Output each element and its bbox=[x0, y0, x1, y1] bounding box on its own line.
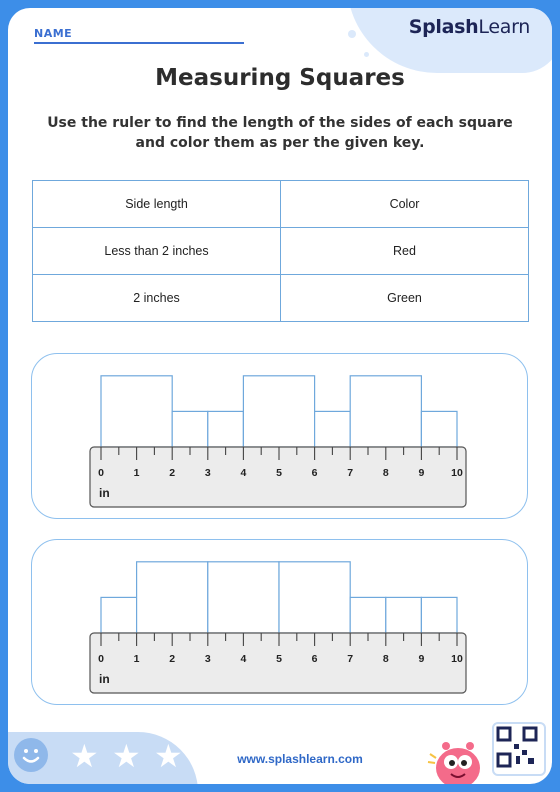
square bbox=[137, 562, 208, 633]
square bbox=[101, 376, 172, 447]
ruler-unit-label: in bbox=[99, 672, 110, 686]
star-icon: ★ bbox=[70, 737, 99, 775]
ruler-tick-label: 6 bbox=[311, 653, 318, 665]
square bbox=[208, 562, 279, 633]
table-row bbox=[33, 275, 529, 322]
footer bbox=[8, 714, 552, 784]
name-label: NAME bbox=[34, 27, 73, 40]
ruler-tick-label: 4 bbox=[240, 653, 247, 665]
logo-text-splash: Splash bbox=[408, 16, 479, 38]
square bbox=[172, 411, 208, 447]
ruler-tick-label: 9 bbox=[418, 467, 425, 479]
header-color: Color bbox=[281, 181, 529, 228]
squares-on-ruler-2 bbox=[32, 540, 529, 706]
squares-on-ruler-1 bbox=[32, 354, 529, 520]
worksheet bbox=[8, 8, 552, 784]
ruler-tick-label: 3 bbox=[204, 653, 211, 665]
header-side-length: Side length bbox=[33, 181, 281, 228]
name-field[interactable] bbox=[34, 27, 244, 44]
ruler-tick-label: 6 bbox=[311, 467, 318, 479]
square bbox=[421, 411, 457, 447]
square bbox=[208, 411, 244, 447]
decoration-dot bbox=[364, 52, 369, 57]
table-row bbox=[33, 228, 529, 275]
splashlearn-logo bbox=[409, 16, 530, 38]
ruler-tick-label: 0 bbox=[98, 653, 104, 665]
table-cell: Green bbox=[281, 275, 529, 322]
ruler-tick-label: 4 bbox=[240, 467, 247, 479]
ruler-tick-label: 10 bbox=[451, 467, 463, 479]
ruler-tick-label: 10 bbox=[451, 653, 463, 665]
instructions: Use the ruler to find the length of the sides of each square and color them as per the given key. bbox=[47, 115, 513, 151]
ruler-tick-label: 8 bbox=[382, 467, 389, 479]
square bbox=[350, 597, 386, 633]
table-cell: 2 inches bbox=[33, 275, 281, 322]
ruler-tick-label: 8 bbox=[382, 653, 389, 665]
ruler-tick-label: 2 bbox=[169, 653, 176, 665]
ruler-tick-label: 7 bbox=[347, 467, 354, 479]
footer-url[interactable]: www.splashlearn.com bbox=[237, 752, 363, 766]
problem-panel-1 bbox=[31, 353, 528, 519]
qr-code-icon[interactable] bbox=[492, 722, 546, 776]
ruler-tick-label: 2 bbox=[169, 467, 176, 479]
ruler-tick-label: 3 bbox=[204, 467, 211, 479]
ruler-tick-label: 0 bbox=[98, 467, 104, 479]
square bbox=[421, 597, 457, 633]
square bbox=[386, 597, 422, 633]
ruler-tick-label: 5 bbox=[276, 467, 282, 479]
ruler-tick-label: 7 bbox=[347, 653, 354, 665]
table-cell: Red bbox=[281, 228, 529, 275]
name-line bbox=[34, 42, 244, 44]
color-key-table bbox=[32, 180, 529, 322]
table-cell: Less than 2 inches bbox=[33, 228, 281, 275]
problem-panel-2 bbox=[31, 539, 528, 705]
ruler-tick-label: 1 bbox=[133, 467, 140, 479]
page-title: Measuring Squares bbox=[155, 65, 405, 91]
star-icon: ★ bbox=[112, 737, 141, 775]
decoration-dot bbox=[348, 30, 356, 38]
logo-text-learn: Learn bbox=[478, 16, 530, 38]
square bbox=[101, 597, 137, 633]
monster-mascot-icon bbox=[426, 728, 488, 784]
square bbox=[350, 376, 421, 447]
square bbox=[315, 411, 351, 447]
ruler-tick-label: 1 bbox=[133, 653, 140, 665]
ruler-tick-label: 9 bbox=[418, 653, 425, 665]
table-header-row bbox=[33, 181, 529, 228]
star-icon: ★ bbox=[154, 737, 183, 775]
ruler-unit-label: in bbox=[99, 486, 110, 500]
ruler-tick-label: 5 bbox=[276, 653, 282, 665]
square bbox=[243, 376, 314, 447]
square bbox=[279, 562, 350, 633]
